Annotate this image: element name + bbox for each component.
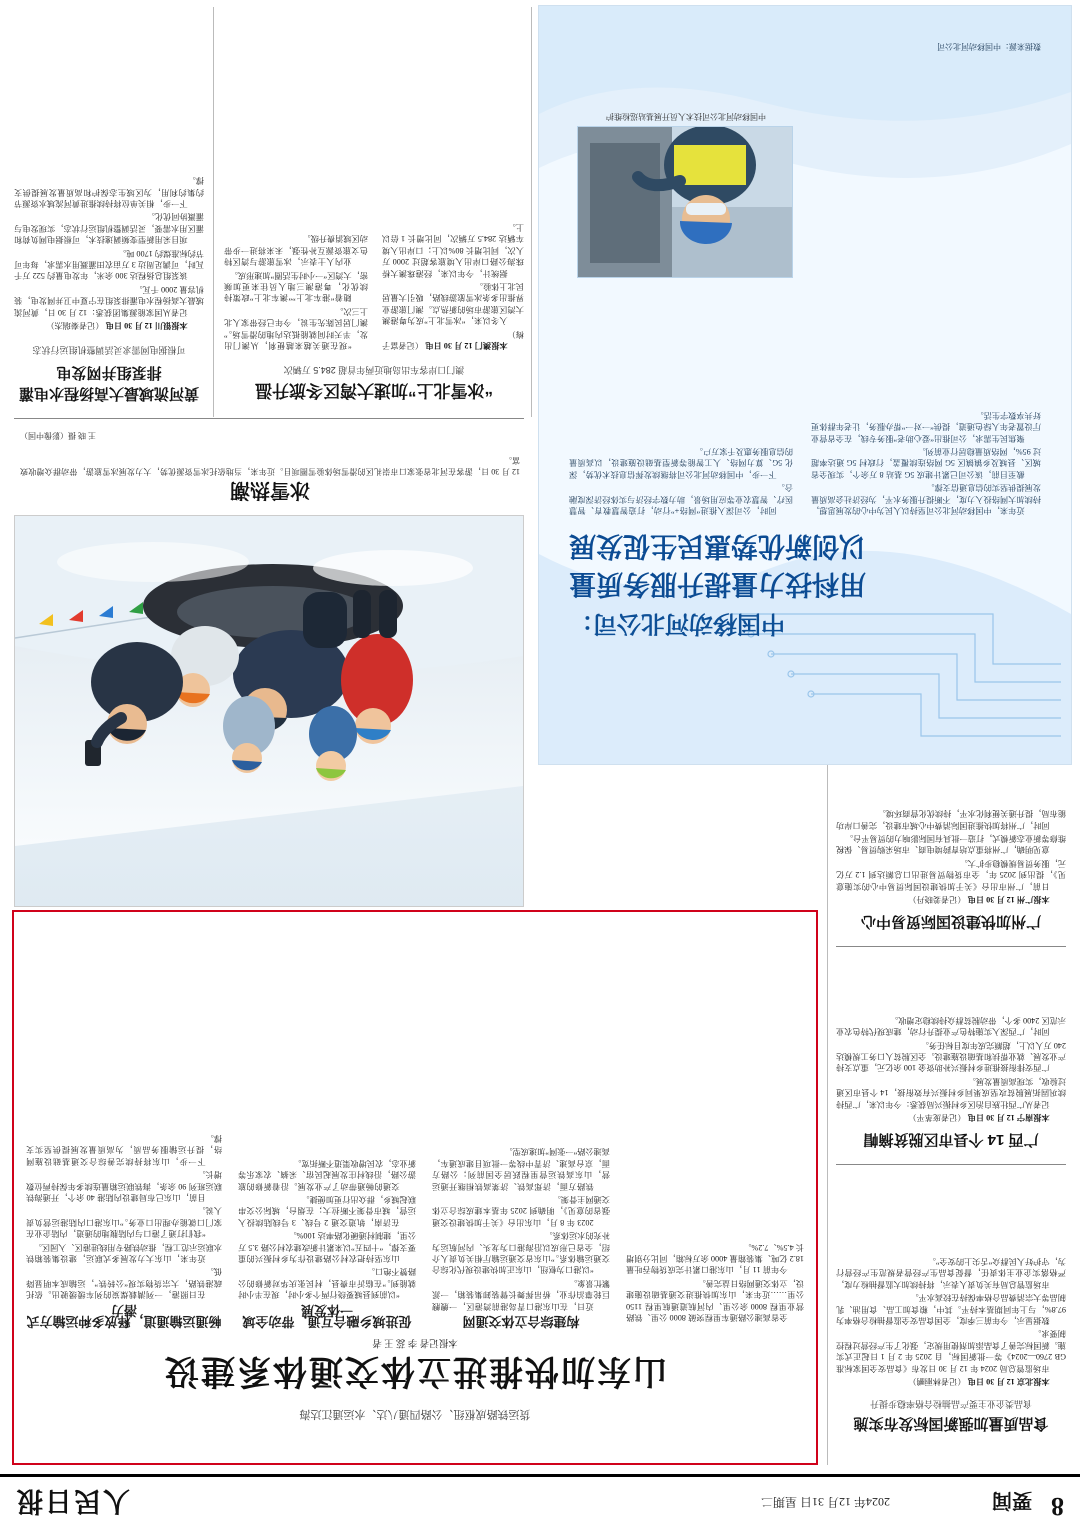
paragraph: 下一步，中国移动河北公司将继续发挥信息技术优势，深化 5G、算力网络、人工智能等新型基础设施建设，以高质量的信息服务惠及千家万户。 <box>569 446 793 479</box>
paragraph: “以港口为枢纽，山东正加快建设现代化综合交通运输体系。”山东省交通运输厅相关负责人介绍，全省已形成以沿海港口为龙头、内河航运为补充的水运体系。 <box>432 1231 610 1275</box>
paragraph: 近年来，山东大力发展多式联运，建设集装箱铁水联运示范工程，推动铁路专用线进港区、入园区。 <box>26 1242 222 1263</box>
brief-1-headline: 食品质量加强新国标发布实施 <box>853 1415 1049 1432</box>
brief-1-body <box>836 1254 1066 1387</box>
paragraph: 数据显示，今年前三季度，全国食品安全监督抽检合格率为 97.8%，与上年同期基本持平。其中，粮食加工品、食用油、乳制品等大宗消费品合格率保持在较高水平。 <box>836 1293 1066 1325</box>
paragraph: 同时，广州将加快推进国际消费中心城市建设，完善口岸功能布局，提升通关便利化水平，持续优化营商环境。 <box>836 809 1066 830</box>
paragraph: “我们打通了港口与内陆腹地的通道，内陆企业在家门口就能办理出口业务。”山东港口内陆港运营负责人说。 <box>26 1206 222 1239</box>
reporter: （记者庞革平） <box>908 1113 966 1122</box>
photo-credit: 王 晓 摄（影像中国） <box>20 431 96 440</box>
bottom-right-body <box>14 173 204 331</box>
advertorial-panel <box>538 5 1072 765</box>
paragraph: 项目采用新型变频调速技术，可根据电网负荷和灌区用水需要，灵活调整机组运行状态，实现发电与灌溉协同优化。 <box>14 212 204 245</box>
reporter: （记者姜晓丹） <box>908 895 966 904</box>
snow-tubing-photo <box>15 516 523 906</box>
paragraph: 下一步，山东将持续完善综合交通基础设施网络，提升运输服务品质，为高质量发展提供坚实支撑。 <box>26 1133 222 1166</box>
reporter: （记者林丽鹂） <box>908 1377 966 1386</box>
ad-data-source: 数据来源：中国移动河北公司 <box>937 42 1041 51</box>
paragraph: 同时，公司深入推进“网络+”行动，打造智慧教育、智慧医疗、智慧农业等应用场景，助力数字经济与实体经济深度融合。 <box>569 483 793 515</box>
brief-2-body <box>836 1012 1066 1123</box>
reporter: （记者富子梅） <box>382 329 524 350</box>
brief-3-body <box>836 806 1066 905</box>
paragraph: 市场监管总局有关负责人表示，将持续加大监督抽检力度，严格落实企业主体责任，督促食品生产经营者规范生产经营行为，守护好人民群众“舌尖上的安全”。 <box>836 1256 1066 1289</box>
photo-story-title: 冰雪热潮 <box>230 479 310 501</box>
brief-divider-2 <box>836 946 1066 947</box>
column-divider-3 <box>213 7 214 417</box>
lead-col-2-subhead: 构建综合立体交通网 <box>462 1314 580 1329</box>
paragraph: 日前，广州市出台《关于加快建设国际贸易中心的实施意见》，提出到 2025 年，全市货物贸易进出口总额达到 1.2 万亿元，服务贸易规模稳步扩大。 <box>836 858 1066 891</box>
bottom-middle-headline: “冰雪北上”加速大湾区冬旅升温 <box>255 381 493 400</box>
bottom-right-subhead: 可根据电网需求灵活调整机组运行状态 <box>32 345 186 355</box>
paragraph: 近日，在山东港口青岛港前湾港区，一艘艘巨轮靠泊作业，桥吊挥舞长臂装卸集装箱，一派繁忙景象。 <box>432 1278 610 1311</box>
paragraph: 在济南，轨道交通 2 号线、3 号线陆续投入运营，城市骨架不断拉大；在烟台，城际公交串联起城乡，群众出行更加便捷。 <box>238 1194 416 1227</box>
advertiser-name: 中国移动河北公司： <box>569 610 785 637</box>
bottom-middle-subhead: 澳门口岸客车出岛地近两年首超 284.5 万辆次 <box>283 365 465 375</box>
lead-headline: 山东加快推进立体交通体系建设 <box>163 1352 667 1390</box>
paragraph: 记者从国家能源集团获悉：12 月 30 日，黄河流域最大高扬程水电灌排泵组在宁夏中卫并网发电，装机容量 2000 千瓦。 <box>14 284 204 317</box>
ad-body-col-1 <box>811 407 1041 516</box>
section-name: 要闻 <box>992 1489 1032 1511</box>
paragraph: 业内人士表示，冰雪旅游与湾区特色文旅资源互补性强，未来将进一步带动区域消费升级。 <box>224 234 368 267</box>
column-divider <box>827 765 828 1465</box>
bottom-section-rule <box>14 418 524 419</box>
paragraph: 在日照港，一列满载煤炭的列车缓缓驶出。依托疏港铁路，大宗货物实现“公转铁”，运输成本明显降低。 <box>26 1267 222 1300</box>
bottom-right-headline: 黄河流域最大高扬程水电灌排泵组并网发电 <box>19 364 200 402</box>
ad-headline-line-1: 用科技力量提升服务质量 <box>569 569 866 599</box>
bottom-middle-col-2 <box>224 231 368 351</box>
paragraph: 该泵组总扬程达 300 余米，年发电量约 522 万千瓦时，可满足周边 3 万亩农田灌溉用水需求，每年可节约标准煤约 1700 吨。 <box>14 248 204 281</box>
brief-divider-1 <box>836 1164 1066 1165</box>
lead-col-3-subhead: 促进城乡融合互通，带动全域一体发展 <box>242 1302 412 1329</box>
masthead <box>0 1474 1080 1527</box>
lead-col-4-subhead: 畅通运输通道，释放多种运输方式潜力 <box>26 1302 222 1329</box>
lead-col-3 <box>238 925 416 1327</box>
lead-col-4 <box>26 925 222 1327</box>
newspaper-logo: 人民日报 <box>14 1486 130 1516</box>
paragraph: 市场监管总局 2024 年 12 月 30 日发布《食品安全国家标准 GB 2760—2024》等一批新国标，自 2025 年 2 月 1 日起正式实施。新国标完善了食品添加剂使用规定，强化了生产经营过程控制要求。 <box>836 1329 1066 1373</box>
ad-headline-line-2: 以创新优势惠民生促发展 <box>569 531 866 561</box>
dateline: 本报南宁 12 月 30 日电 <box>967 1113 1050 1122</box>
dateline: 本报北京 12 月 30 日电 <box>967 1377 1050 1386</box>
paragraph: “现在通关越来越便利，从澳门出发，半天时间就能抵达内地的滑雪场。”澳门居民陈先生说，今年已经带家人北上三次。 <box>224 306 368 350</box>
paragraph: 目前，山东已布局建设内陆港 40 余个，开通海铁联运班列 90 余条，海铁联运箱量连续多年保持两位数增长。 <box>26 1170 222 1202</box>
paragraph: 近年来，中国移动河北公司坚持以人民为中心的发展思想，持续加大网络投入力度，不断提升服务水平，为经济社会高质量发展提供坚实的信息通信支撑。 <box>811 483 1041 515</box>
paragraph: 记者从广西壮族自治区乡村振兴局获悉：今年以来，广西持续巩固拓展脱贫攻坚成果同乡村振兴有效衔接，14 个县市区通过验收，实现高质量发展。 <box>836 1076 1066 1109</box>
paragraph: 交通的畅通带动了产业发展。沿着新修的旅游公路，沿线村庄发展起民宿、采摘、农家乐等新业态，农民增收渠道不断拓宽。 <box>238 1158 416 1191</box>
brief-1-subhead: 食品类企业主要产品抽检合格率稳步提升 <box>870 1399 1033 1409</box>
brief-3-headline: 广州加快建设国际贸易中心 <box>861 913 1042 930</box>
ad-photo <box>577 126 793 278</box>
paragraph: 全省高速公路通车里程突破 8000 公里、铁路营业里程 8000 余公里、内河航道通航里程 1150 公里……近年来，山东加快推进交通基础设施建设，立体交通网络日益完善。 <box>626 1278 804 1322</box>
paragraph: “以前到县城要绕行两个多小时，现在半小时就能到。”在临沂市费县，村民张庆华对新修的公路赞不绝口。 <box>238 1267 416 1300</box>
paragraph: 随着“港车北上”“澳车北上”政策持续优化，粤港澳三地人员往来更加频密，大湾区“一小时生活圈”加速形成。 <box>224 270 368 303</box>
lead-byline: 本报记者 李 蕊 王 者 <box>372 1337 458 1347</box>
paragraph: 2023 年 8 月，山东出台《关于加快建设交通强省的意见》，明确到 2025 年基本建成综合立体交通网主骨架。 <box>432 1194 610 1227</box>
paragraph: 截至目前，该公司已累计建成 5G 基站 8 万余个，实现全省城区、县城及乡镇镇区 5G 网络连续覆盖，行政村 5G 通达率超过 95%，网络质量稳居行业前列。 <box>811 446 1041 479</box>
photo-caption: 12 月 30 日，游客在河北省张家口市崇礼区的滑雪场体验雪圈项目。近年来，当地依托冰雪资源优势，大力发展冰雪旅游，带动群众增收致富。 <box>20 456 520 476</box>
paragraph: 铁路方面，济郑高铁、济莱高铁相继开通运营，山东高铁运营里程跃居全国前列；公路方面，京台高速、济青中线等一批项目建成通车，高速公路“一张网”加速成型。 <box>432 1147 610 1191</box>
brief-2-headline: 广西 14 个县市区脱贫摘帽 <box>863 1131 1039 1148</box>
paragraph: 聚焦民生需求，公司推出“爱心助老”服务专线，在全省营业厅设置老年人绿色通道，提供“一对一”帮办服务，让老年群体更好共享数字生活。 <box>811 410 1041 443</box>
feature-photo <box>14 515 524 907</box>
paragraph: 广西安排衔接推进乡村振兴补助资金 100 余亿元，重点支持产业发展、就业帮扶和基础设施建设。全区脱贫人口务工规模达 240 万人以上，超额完成年度目标任务。 <box>836 1040 1066 1073</box>
bottom-middle-col-1 <box>382 220 524 351</box>
ad-body-col-2 <box>569 444 793 516</box>
lead-shoulder-head: 货运铁路成枢纽、公路四通八达、水运通江达海 <box>299 1408 531 1420</box>
reporter: （记者秦瑞杰） <box>46 321 104 330</box>
masthead-rule <box>0 1475 1080 1477</box>
lead-col-2 <box>432 925 610 1327</box>
paragraph: 同时，广西深入实施特色产业提升行动，建成现代特色农业示范区 2400 多个，带动脱贫群众持续稳定增收。 <box>836 1015 1066 1037</box>
column-divider-2 <box>531 7 532 417</box>
technician-photo <box>578 127 792 277</box>
dateline: 本报澳门 12 月 30 日电 <box>425 341 508 350</box>
paragraph: 今年前 11 月，山东港口累计完成货物吞吐量 18.2 亿吨、集装箱量 4000 余万标箱，同比分别增长 4.5%、7.2%。 <box>626 1242 804 1275</box>
paragraph: 意见明确，广州将重点培育跨境电商、市场采购贸易、保税维修等新业态新模式，打造一批具有国际影响力的贸易平台。 <box>836 833 1066 855</box>
page-number: 8 <box>1051 1492 1064 1521</box>
dateline: 本报广州 12 月 30 日电 <box>967 895 1050 904</box>
dateline: 本报银川 12 月 30 日电 <box>105 321 188 330</box>
publication-date: 2024年 12月 31日 星期二 <box>760 1495 890 1509</box>
paragraph: 山东坚持把农村公路建设作为乡村振兴的重要支撑，“十四五”以来累计新改建农村公路 3.5 万公里，建制村通硬化路率达 100%。 <box>238 1231 416 1263</box>
paragraph: 据统计，今年以来，经港珠澳大桥珠海公路口岸出入境旅客超过 2000 万人次，同比增长 80%以上；口岸出入境车辆达 284.5 万辆次，同比增长 1 倍以上。 <box>382 222 524 278</box>
lead-col-1 <box>626 925 804 1327</box>
paragraph: 入冬以来，“冰雪北上”成为粤港澳大湾区旅游市场的新热点。澳门旅游业界推出多条冰雪旅游线路，吸引大量居民北上体验。 <box>382 281 524 326</box>
ad-photo-caption: 中国移动河北公司技术人员开展基站巡检维护 <box>606 112 766 121</box>
paragraph: 下一步，相关单位将持续推进黄河流域水资源节约集约利用，为区域生态保护和高质量发展提供支撑。 <box>14 176 204 208</box>
